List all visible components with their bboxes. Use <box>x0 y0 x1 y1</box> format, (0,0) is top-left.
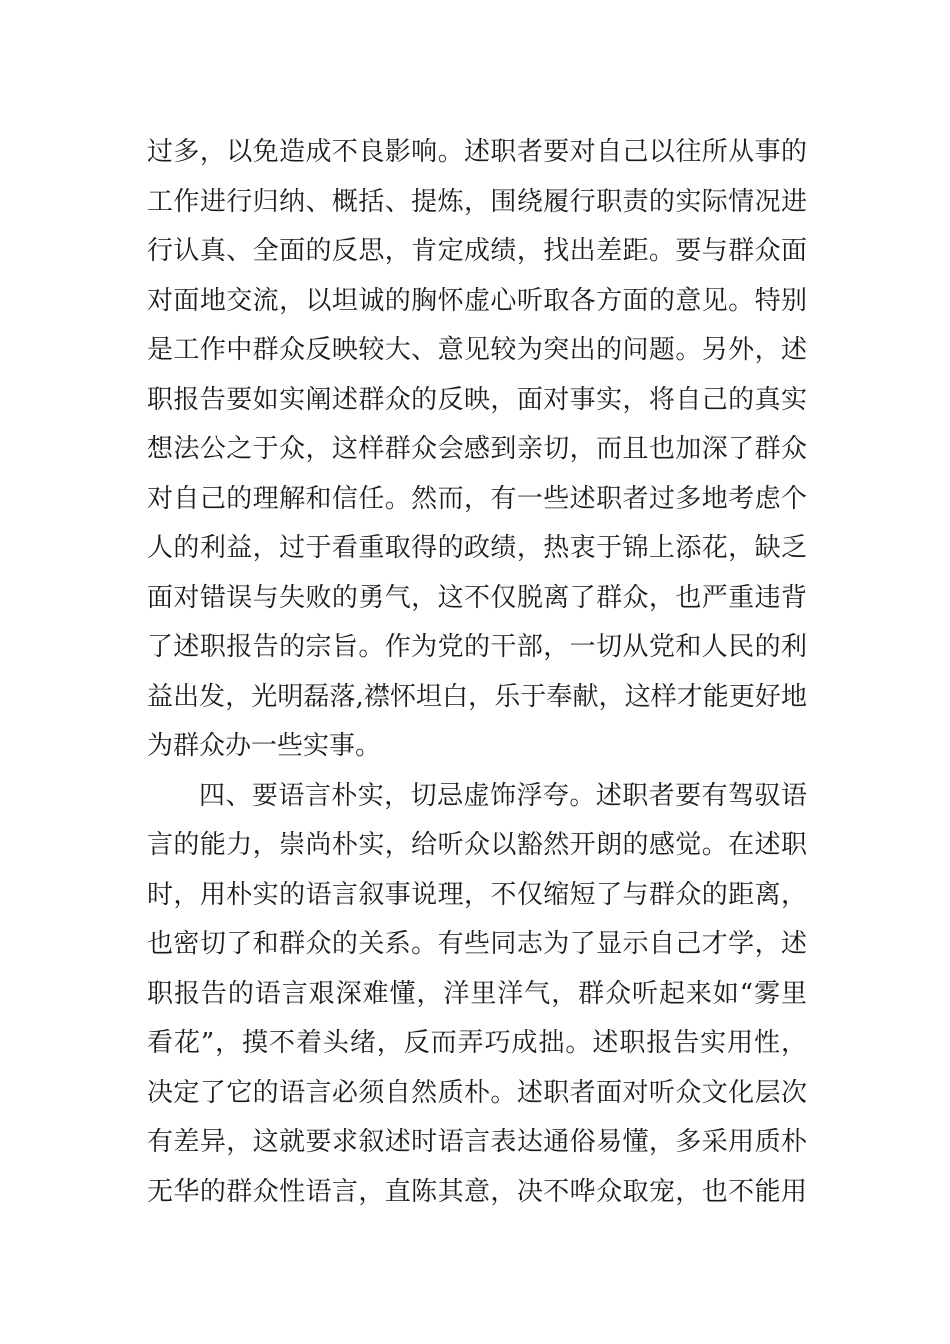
text-line: 为群众办一些实事。 <box>147 731 382 761</box>
text-line: 四、要语言朴实，切忌虚饰浮夸。述职者要有驾驭语 <box>199 780 807 811</box>
text-line: 看花”，摸不着头绪，反而弄巧成拙。述职报告实用性， <box>147 1028 807 1058</box>
text-line: 无华的群众性语言，直陈其意，决不哗众取宠，也不能用 <box>147 1176 807 1207</box>
text-line: 益出发，光明磊落,襟怀坦白，乐于奉献，这样才能更好地 <box>147 681 807 712</box>
text-line: 面对错误与失败的勇气，这不仅脱离了群众，也严重违背 <box>147 582 807 613</box>
paragraph-2 <box>147 772 807 1218</box>
text-line: 有差异，这就要求叙述时语言表达通俗易懂，多采用质朴 <box>147 1127 807 1157</box>
text-line: 对自己的理解和信任。然而，有一些述职者过多地考虑个 <box>147 483 807 514</box>
text-line: 时，用朴实的语言叙事说理，不仅缩短了与群众的距离， <box>147 879 807 910</box>
text-line: 工作进行归纳、概括、提炼，围绕履行职责的实际情况进 <box>147 186 807 217</box>
text-line: 过多，以免造成不良影响。述职者要对自己以往所从事的 <box>147 137 807 167</box>
text-line: 人的利益，过于看重取得的政绩，热衷于锦上添花，缺乏 <box>147 533 807 563</box>
text-line: 职报告要如实阐述群众的反映，面对事实，将自己的真实 <box>147 384 807 415</box>
paragraph-1 <box>147 128 807 772</box>
text-line: 想法公之于众，这样群众会感到亲切，而且也加深了群众 <box>147 434 807 464</box>
text-line: 也密切了和群众的关系。有些同志为了显示自己才学，述 <box>147 929 807 959</box>
text-line: 是工作中群众反映较大、意见较为突出的问题。另外，述 <box>147 335 807 365</box>
text-line: 了述职报告的宗旨。作为党的干部，一切从党和人民的利 <box>147 632 807 662</box>
text-line: 行认真、全面的反思，肯定成绩，找出差距。要与群众面 <box>147 236 807 266</box>
text-line: 对面地交流，以坦诚的胸怀虚心听取各方面的意见。特别 <box>147 285 807 316</box>
text-line: 职报告的语言艰深难懂，洋里洋气，群众听起来如“雾里 <box>147 978 807 1009</box>
body-text <box>147 128 807 1217</box>
text-line: 言的能力，崇尚朴实，给听众以豁然开朗的感觉。在述职 <box>147 830 807 860</box>
text-line: 决定了它的语言必须自然质朴。述职者面对听众文化层次 <box>147 1077 807 1108</box>
